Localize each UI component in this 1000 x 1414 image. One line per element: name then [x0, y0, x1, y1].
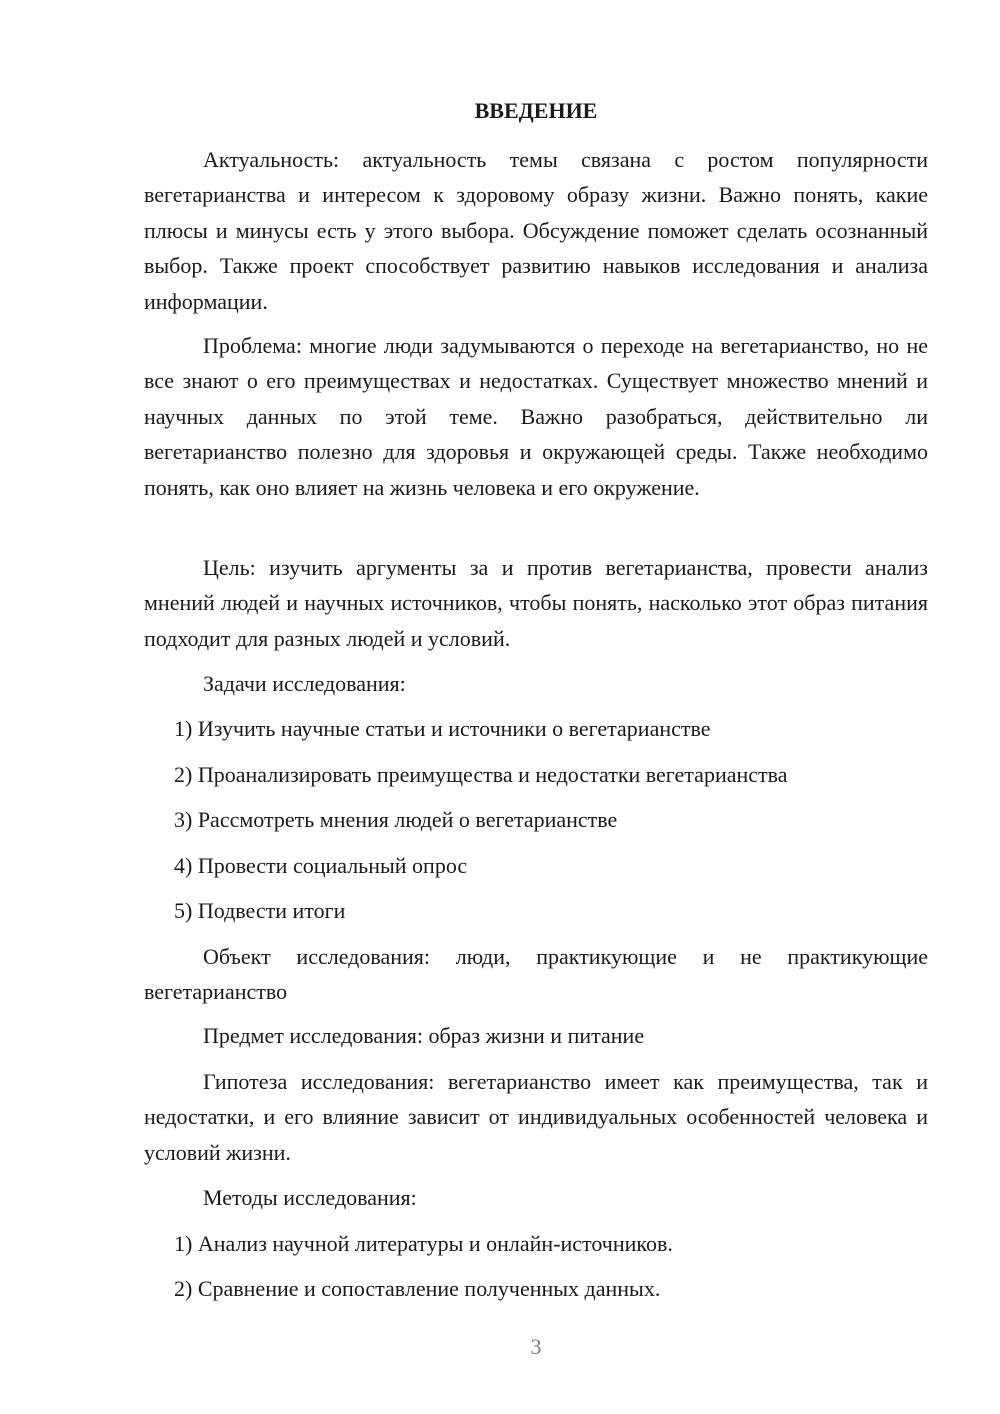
task-item: 2) Проанализировать преимущества и недостатки вегетарианства: [174, 762, 788, 787]
method-item: 2) Сравнение и сопоставление полученных данных.: [174, 1276, 661, 1301]
page-title: ВВЕДЕНИЕ: [474, 98, 598, 123]
task-item: 5) Подвести итоги: [174, 898, 346, 923]
task-item: 1) Изучить научные статьи и источники о вегетарианстве: [174, 716, 711, 741]
tasks-heading: Задачи исследования:: [203, 671, 406, 696]
document-page: [144, 0, 928, 1414]
task-item: 3) Рассмотреть мнения людей о вегетарианстве: [174, 807, 618, 832]
task-item: 4) Провести социальный опрос: [174, 853, 468, 878]
subject-line: Предмет исследования: образ жизни и питание: [203, 1023, 645, 1048]
page-number: 3: [530, 1334, 542, 1359]
goal-paragraph: Цель: изучить аргументы за и против вегетарианства, провести анализ мнений людей и научных источников, чтобы понять, насколько этот образ питания подходит для разных людей и условий.: [144, 555, 928, 651]
relevance-paragraph: Актуальность: актуальность темы связана с ростом популярности вегетарианства и интересом к здоровому образу жизни. Важно понять, какие плюсы и минусы есть у этого выбора. Обсуждение поможет сделать осознанный выбор. Также проект способствует развитию навыков исследования и анализа информации.: [144, 147, 928, 314]
methods-heading: Методы исследования:: [203, 1185, 417, 1210]
hypothesis-paragraph: Гипотеза исследования: вегетарианство имеет как преимущества, так и недостатки, и его влияние зависит от индивидуальных особенностей человека и условий жизни.: [144, 1069, 928, 1165]
object-paragraph: Объект исследования: люди, практикующие и не практикующие вегетарианство: [144, 944, 928, 1005]
problem-paragraph: Проблема: многие люди задумываются о переходе на вегетарианство, но не все знают о его преимуществах и недостатках. Существует множество мнений и научных данных по этой теме. Важно разобраться, действительно ли вегетарианство полезно для здоровья и окружающей среды. Также необходимо понять, как оно влияет на жизнь человека и его окружение.: [144, 333, 928, 500]
method-item: 1) Анализ научной литературы и онлайн-источников.: [174, 1231, 673, 1256]
